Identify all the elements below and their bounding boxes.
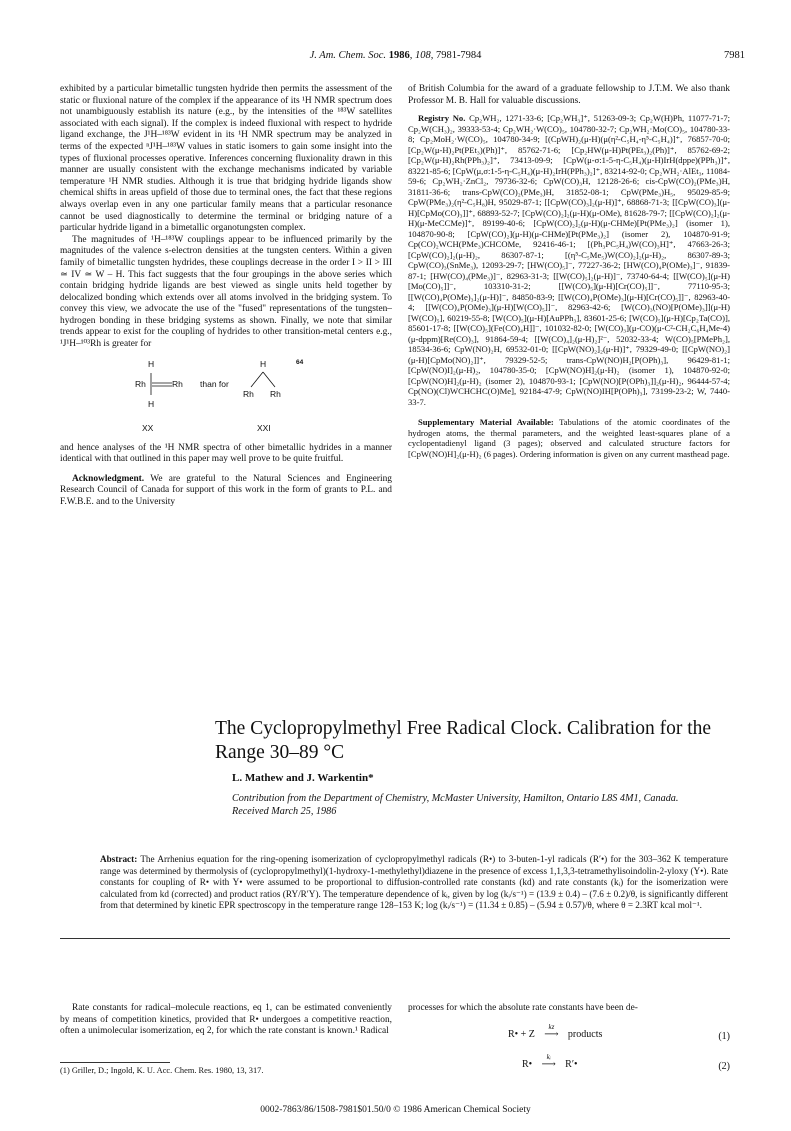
- supplementary-material: [408, 417, 730, 459]
- scheme-rh-2a: Rh: [243, 388, 254, 399]
- eq1-rate: kz: [548, 1022, 555, 1031]
- article-affiliation: Contribution from the Department of Chemistry, McMaster University, Hamilton, Ontario L8S 4M1, Canada. Received March 25, 1986: [232, 793, 679, 817]
- paragraph: and hence analyses of the ¹H NMR spectra of other bimetallic hydrides in a manner identical with that outlined in this paper may well prove to be quite fruitful.: [60, 442, 392, 465]
- journal-volume: 108: [414, 50, 431, 61]
- scheme-h-bottom: H: [148, 398, 155, 409]
- equation-2: [408, 1052, 730, 1079]
- running-header: [0, 50, 791, 64]
- paragraph: of British Columbia for the award of a graduate fellowship to J.T.M. We also thank Professor M. B. Hall for valuable discussions.: [408, 84, 730, 106]
- abstract: [100, 854, 728, 912]
- section-rule: [60, 938, 730, 939]
- paragraph: processes for which the absolute rate constants have been de-: [408, 1003, 638, 1013]
- hydride-scheme: [60, 355, 392, 441]
- scheme-h-top: H: [148, 358, 155, 369]
- article-title: The Cyclopropylmethyl Free Radical Clock. Calibration for the Range 30–89 °C: [215, 718, 712, 763]
- ack-body: We are grateful to the Natural Sciences and Engineering Research Council of Canada for support of this work in the form of grants to P.L. and F.W.B.E. and to the University: [60, 473, 392, 508]
- scheme-rh-right: Rh: [172, 378, 183, 389]
- right-column: [408, 84, 730, 459]
- page-footer: 0002-7863/86/1508-7981$01.50/0 © 1986 American Chemical Society: [260, 1105, 531, 1115]
- footnote-rule: [60, 1062, 170, 1063]
- acknowledgment: [60, 474, 392, 509]
- scheme-label-xx: XX: [142, 422, 154, 433]
- supp-body: Tabulations of the atomic coordinates of the hydrogen atoms, the thermal parameters, and the weighted least-squares plane of a cyclopentadienyl ligand (3 pages); observed and calculated structure factors for [CpW(NO)H]₂(μ-H)₂ (6 pages). Ordering information is given on any current masthead page.: [408, 417, 730, 459]
- journal-pages: 7981-7984: [435, 50, 482, 61]
- bridge-bonds-svg: [134, 363, 194, 403]
- journal-year: 1986: [388, 50, 410, 61]
- scheme-than-for: than for: [200, 378, 229, 389]
- eq1-rhs: products: [567, 1028, 603, 1040]
- journal-citation: J. Am. Chem. Soc. 1986, 108, 7981-7984: [309, 50, 482, 61]
- eq1-arrow: kz ⟶: [537, 1029, 565, 1041]
- registry-heading: Registry No.: [418, 113, 466, 124]
- scheme-rh-left: Rh: [135, 378, 146, 389]
- intro-left-column: [60, 1003, 392, 1038]
- registry-numbers: [408, 113, 730, 407]
- scheme-ref: 64: [296, 358, 304, 366]
- scheme-rh-2b: Rh: [270, 388, 281, 399]
- scheme-label-xxi: XXI: [257, 422, 271, 433]
- eq1-lhs: R• + Z: [508, 1028, 535, 1040]
- registry-body: Cp₂WH₂, 1271-33-6; [Cp₂WH₃]⁺, 51263-09-3; Cp₂W(H)Ph, 11077-71-7; Cp₂W(CH₃)₂, 39333-53-4; Cp₂WH₂·W(CO)₅, 104780-32-7; Cp₂WH₂·Mo(CO)₅, 104780-33-8; Cp₂MoH₂·W(CO)₅, 104780-34-9; [(CpWH)₂(μ-H)(μ(η²-C₅H₄-η⁵-C₅H₄)]⁺, 76857-70-0; [Cp₂W(μ-H)₂Pt(PEt₃)(Ph)]⁺, 85762-71-6; [Cp₂HW(μ-H)Pt(PEt₃)₂(Ph)]⁺, 85762-69-2; [Cp₂W(μ-H)₂Rh(PPh₃)₂]⁺, 73413-09-9; [CpW(μ-σ:1-5-η-C₅H₄)(μ-H)IrH(dppe)(PPh₃)]⁺, 83221-85-6; [CpW(μ,σ:1-5-η-C₅H₄)(μ-H)₂IrH(PPh₃)₂]⁺, 83214-92-0; Cp₂WH₂·AlEt₃, 11084-59-6; Cp₂WH₂·ZnCl₂, 79736-32-6; CpW(CO)₃H, 12128-26-6; cis-CpW(CO)₂(PMe₃)H, 31811-36-6; trans-CpW(CO)₂(PMe₃)H, 31852-08-1; CpW(PMe₃)H₅, 95029-85-9; CpW(PMe₃)₂(η²-C₅H₈)H, 95029-87-1; [[CpW(CO)₃]₂(μ-H)]⁺, 68868-71-3; [[CpW(CO)₃](μ-H)[CpMo(CO)₃]]⁺, 68893-52-7; [CpW(CO)₂]₂(μ-H)(μ-OMe), 81628-79-7; [[CpW(CO)₂]₂(μ-H)(μ-MeCCMe)]⁺, 89199-40-6; [CpW(CO)₂]₂(μ-H)(μ-CHMe)[Pt(PMe₃)₂] (isomer 1), 104870-90-8; [CpW(CO)₂](μ-H)(μ-CHMe)[Pt(PMe₃)₂] (isomer 2), 104870-91-9; Cp(CO)₂WCH(PMe₃)CHCOMe, 92416-46-1; [(Ph₃PC₅H₄)W(CO)₃H]⁺, 47663-26-3; [CpW(CO)₂]₂(μ-H)₂, 86307-87-1; [(η⁵-C₅Me₅)W(CO)₂]₂(μ-H)₂, 86307-89-3; CpW(CO)₃(SnMe₃), 12093-29-7; [HW(CO)₅]⁻, 77227-36-2; [HW(CO)₄P(OMe)₃]⁻, 91839-87-1; [HW(CO)₄(PMe₃)]⁻, 82963-31-3; [[W(CO)₅]₂(μ-H)]⁻, 73740-64-4; [[W(CO)₅](μ-H)[Mo(CO)₅]]⁻, 103310-31-2; [[W(CO)₅](μ-H)[Cr(CO)₅]]⁻, 77110-95-3; [[W(CO)₄P(OMe)₃]₂(μ-H)]⁻, 84850-83-9; [[W(CO)₄P(OMe)₃](μ-H)[Cr(CO)₅]]⁻, 82963-40-4; [[W(CO)₄P(OMe)₃](μ-H)[W(CO)₅]]⁻, 82963-42-6; [W(CO)₃(NO)[P(OMe)₃]](μ-H)[W(CO)₅], 60219-55-8; [W(CO)₅](μ-H)[AuPPh₃], 83601-25-6; [W(CO)₅](μ-H)[Cp₂Ta(CO)], 85601-17-8; [[W(CO)₅](Fe(CO)₄H]]⁻, 101032-82-0; [W(CO)₃](μ-CO)(μ-C²-CH₂C₆H₄Me-4)(μ-dppm)[Re(CO)₃], 91864-59-4; [[W(CO)₄]₂(μ-H)₂]²⁻, 52032-33-4; W(CO)₅[PMePh₂], 18534-36-6; CpW(NO)₂H, 69532-01-0; [[CpW(NO)₂]₂(μ-H)]⁺, 79329-49-0; [[CpW(NO)₂](μ-H)[CpMo(NO)₂]]⁺, 79329-52-5; trans-CpW(NO)H₂[P(OPh)₃], 96429-81-1; [CpW(NO)I]₂(μ-H)₂, 104780-35-0; [CpW(NO)H]₂(μ-H)₂ (isomer 1), 104870-92-0; [CpW(NO)H]₂(μ-H)₂ (isomer 2), 104870-93-1; [CpW(NO)[P(OPh)₃]]₂(μ-H)₂, 96444-57-4; Cp(NO)(Cl)WCHCHC(O)Me], 92184-47-9; CpW(NO)IH[P(OPh)₃], 73199-23-2; W, 7440-33-7.: [408, 113, 731, 407]
- footnote: (1) Griller, D.; Ingold, K. U. Acc. Chem. Res. 1980, 13, 317.: [60, 1066, 264, 1075]
- eq2-rate: kᵢ: [546, 1052, 551, 1061]
- eq1-number: (1): [718, 1030, 730, 1042]
- journal-name: J. Am. Chem. Soc.: [309, 50, 387, 61]
- intro-right-column: [408, 1003, 730, 1079]
- abstract-body: The Arrhenius equation for the ring-opening isomerization of cyclopropylmethyl radicals (R•) to 3-buten-1-yl radicals (R′•) for the 303–362 K temperature range was determined by thermolysis of (cyclopropylmethyl)(1-hydroxy-1-methylethyl)diazene in the presence of excess 1,1,3,3-tetramethylisoindolin-2-yloxy (Y•). Rate constants for coupling of R• with Y• were assumed to be proportional to diffusion-controlled rate constants (kd) and rate constants (kᵢ) for the isomerization were calculated from kd (corrected) and product ratios (RY/R′Y). The temperature dependence of kᵢ, given by log (kᵢ/s⁻¹) = (13.9 ± 0.4) – (7.6 ± 0.2)/θ, is significantly different from that determined by kinetic EPR spectroscopy in the temperature range 128–153 K; log (kᵢ/s⁻¹) = (11.34 ± 0.85) – (5.94 ± 0.57)/θ, where θ = 2.3RT kcal mol⁻¹.: [100, 854, 728, 911]
- equation-1: [408, 1022, 730, 1049]
- page-number: 7981: [724, 50, 745, 61]
- eq2-lhs: R•: [522, 1058, 533, 1070]
- ack-heading: Acknowledgment.: [72, 473, 145, 484]
- left-column: [60, 84, 392, 509]
- paragraph: The magnitudes of ¹H–¹⁸³W couplings appear to be influenced primarily by the magnitudes of the valence s-electron densities at the tungsten centers. Within a given family of bimetallic tungsten hydrides, these couplings decrease in the order I > II > III ≃ IV ≃ W – H. This fact suggests that the four groupings in the above series which contain bridging hydride ligands are best viewed as single units held together by delocalized bonding which extends over all atoms involved in the bridging system. To convey this view, we advocate the use of the "fused" representations of the tungsten–hydrogen bonding in these bridging systems as shown. Finally, we note that similar trends appear to exist for the coupling of hydrides to other transition-metal centers e.g., ¹J¹H–¹⁰³Rh is greater for: [60, 234, 392, 350]
- eq2-number: (2): [718, 1060, 730, 1072]
- eq2-arrow: kᵢ ⟶: [535, 1059, 563, 1071]
- scheme-h-top-2: H: [260, 358, 267, 369]
- supp-heading: Supplementary Material Available:: [418, 417, 554, 428]
- article-authors: L. Mathew and J. Warkentin*: [232, 772, 374, 784]
- paragraph: Rate constants for radical–molecule reactions, eq 1, can be estimated conveniently by means of competition kinetics, provided that R• undergoes a competitive reaction, often a unimolecular isomerization, eq 2, for which the rate constant is known.¹ Radical: [60, 1003, 392, 1037]
- paragraph: exhibited by a particular bimetallic tungsten hydride then permits the assessment of the static or fluxional nature of the complex if the appearance of its ¹H NMR spectrum does not unambiguously establish its nature (e.g., by the intensities of the ¹⁸³W satellites associated with each signal). If the complex is indeed fluxional with respect to hydride ligand exchange, the J¹H–¹⁸³W evident in its ¹H NMR spectrum may be analyzed in terms of the expected ⁿJ¹H–¹⁸³W values in static isomers to gain some insight into the types of fluxional processes operative. Inferences concerning fluxionality drawn in this manner are usually consistent with the exchange mechanisms indicated by variable temperature ¹H NMR studies. Although it is true that bridging hydride ligands show chemical shifts in areas upfield of those due to terminal ones, the fact that these regions always overlap even in any one particular family means that a particular resonance cannot be used diagnostically to determine the terminal or bridging nature of a particular hydride ligand in a bimetallic organotungsten complex.: [60, 84, 392, 234]
- eq2-rhs: R′•: [565, 1058, 578, 1070]
- abstract-heading: Abstract:: [100, 854, 138, 864]
